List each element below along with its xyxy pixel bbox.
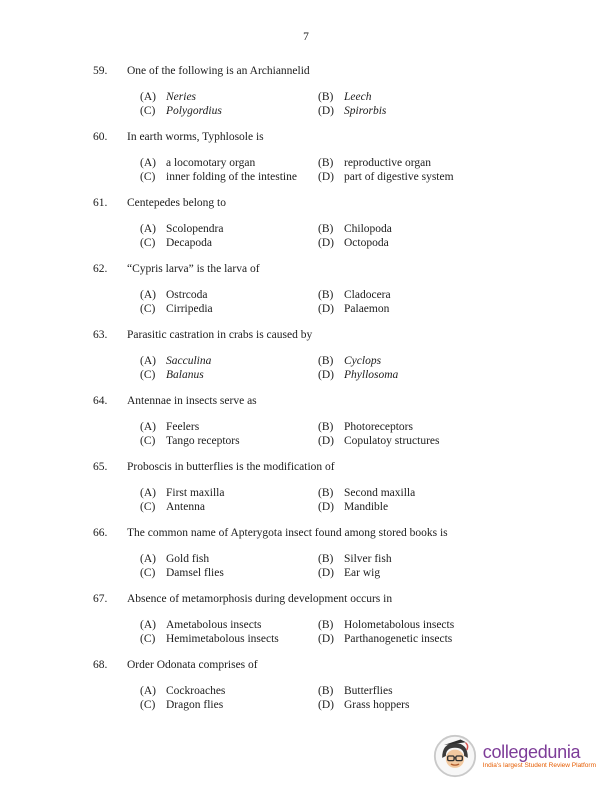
question	[93, 130, 574, 184]
option-label: (D)	[318, 369, 334, 381]
question-options	[140, 156, 574, 184]
option-label: (A)	[140, 619, 156, 631]
collegedunia-brand: collegedunia	[482, 742, 581, 762]
option-label: (B)	[318, 289, 334, 301]
question-list	[93, 64, 574, 724]
option-text: Ear wig	[344, 567, 381, 579]
question	[93, 526, 574, 580]
question-text: Proboscis in butterflies is the modification of	[127, 461, 335, 473]
question-number: 68.	[93, 659, 108, 671]
question-number: 65.	[93, 461, 108, 473]
question-text: Parasitic castration in crabs is caused by	[127, 329, 313, 341]
option-label: (D)	[318, 633, 334, 645]
question-text: “Cypris larva” is the larva of	[127, 263, 260, 275]
question-text: Antennae in insects serve as	[127, 395, 257, 407]
option-label: (C)	[140, 105, 156, 117]
option-text: Cockroaches	[166, 685, 226, 697]
question-head	[93, 328, 574, 342]
option-label: (A)	[140, 289, 156, 301]
question	[93, 64, 574, 118]
question-options	[140, 354, 574, 382]
option-label: (C)	[140, 567, 156, 579]
question-head	[93, 592, 574, 606]
option-label: (C)	[140, 237, 156, 249]
option-label: (B)	[318, 355, 334, 367]
question-number: 64.	[93, 395, 108, 407]
option-text: Cladocera	[344, 289, 391, 301]
option-label: (B)	[318, 553, 334, 565]
question-options	[140, 486, 574, 514]
option-text: Holometabolous insects	[344, 619, 455, 631]
option-label: (C)	[140, 699, 156, 711]
question-options	[140, 90, 574, 118]
option-label: (A)	[140, 223, 156, 235]
question-head	[93, 262, 574, 276]
option-text: Phyllosoma	[344, 369, 399, 381]
option-text: Ametabolous insects	[166, 619, 262, 631]
question-number: 66.	[93, 527, 108, 539]
option-label: (C)	[140, 171, 156, 183]
option-label: (B)	[318, 157, 334, 169]
option-text: inner folding of the intestine	[166, 171, 297, 183]
question-options	[140, 420, 574, 448]
question-text: The common name of Apterygota insect found among stored books is	[127, 527, 448, 539]
option-text: Spirorbis	[344, 105, 387, 117]
question-text: Centepedes belong to	[127, 197, 227, 209]
option-label: (D)	[318, 105, 334, 117]
option-text: Chilopoda	[344, 223, 392, 235]
option-label: (A)	[140, 355, 156, 367]
option-label: (C)	[140, 633, 156, 645]
option-text: Gold fish	[166, 553, 210, 565]
question-number: 59.	[93, 65, 108, 77]
question-number: 61.	[93, 197, 108, 209]
option-label: (D)	[318, 171, 334, 183]
option-text: Antenna	[166, 501, 205, 513]
option-label: (A)	[140, 487, 156, 499]
option-label: (B)	[318, 685, 334, 697]
option-text: reproductive organ	[344, 157, 431, 169]
option-text: Second maxilla	[344, 487, 416, 499]
option-text: Palaemon	[344, 303, 390, 315]
question	[93, 592, 574, 646]
option-label: (B)	[318, 91, 334, 103]
question	[93, 262, 574, 316]
question-number: 67.	[93, 593, 108, 605]
option-label: (D)	[318, 567, 334, 579]
page-number: 7	[303, 31, 309, 43]
collegedunia-tagline: India's largest Student Review Platform	[482, 762, 596, 769]
collegedunia-logo-text	[483, 742, 596, 770]
option-text: Mandible	[344, 501, 389, 513]
option-label: (A)	[140, 553, 156, 565]
question-options	[140, 288, 574, 316]
question	[93, 196, 574, 250]
option-label: (D)	[318, 303, 334, 315]
option-label: (D)	[318, 501, 334, 513]
question-head	[93, 526, 574, 540]
question-number: 62.	[93, 263, 108, 275]
option-text: Neries	[166, 91, 197, 103]
question-options	[140, 684, 574, 712]
option-text: Dragon flies	[166, 699, 224, 711]
question	[93, 328, 574, 382]
option-text: Hemimetabolous insects	[166, 633, 279, 645]
question	[93, 460, 574, 514]
option-label: (D)	[318, 699, 334, 711]
option-text: Damsel flies	[166, 567, 224, 579]
option-text: Cyclops	[344, 355, 382, 367]
question	[93, 658, 574, 712]
question-text: In earth worms, Typhlosole is	[127, 131, 264, 143]
option-text: Ostrcoda	[166, 289, 208, 301]
question-text: One of the following is an Archiannelid	[127, 65, 310, 77]
option-text: Leech	[344, 91, 372, 103]
question-head	[93, 64, 574, 78]
option-label: (C)	[140, 435, 156, 447]
question-head	[93, 460, 574, 474]
option-text: Cirripedia	[166, 303, 213, 315]
question-head	[93, 130, 574, 144]
option-label: (C)	[140, 303, 156, 315]
question-text: Order Odonata comprises of	[127, 659, 258, 671]
option-label: (D)	[318, 435, 334, 447]
option-label: (A)	[140, 685, 156, 697]
option-label: (B)	[318, 421, 334, 433]
option-text: First maxilla	[166, 487, 225, 499]
question-text: Absence of metamorphosis during development occurs in	[127, 593, 393, 605]
option-label: (D)	[318, 237, 334, 249]
option-text: Parthanogenetic insects	[344, 633, 453, 645]
option-text: part of digestive system	[344, 171, 454, 183]
collegedunia-logo	[433, 734, 596, 778]
option-text: Polygordius	[166, 105, 222, 117]
option-text: Butterflies	[344, 685, 393, 697]
option-text: Balanus	[166, 369, 204, 381]
option-text: Tango receptors	[166, 435, 240, 447]
option-label: (A)	[140, 91, 156, 103]
option-text: Feelers	[166, 421, 200, 433]
option-label: (B)	[318, 487, 334, 499]
question-head	[93, 196, 574, 210]
option-text: Decapoda	[166, 237, 212, 249]
question-head	[93, 394, 574, 408]
option-text: Photoreceptors	[344, 421, 413, 433]
question-number: 60.	[93, 131, 108, 143]
option-text: Grass hoppers	[344, 699, 410, 711]
collegedunia-logo-icon	[433, 734, 477, 778]
option-text: Scolopendra	[166, 223, 224, 235]
option-label: (B)	[318, 223, 334, 235]
option-text: Silver fish	[344, 553, 392, 565]
question-options	[140, 222, 574, 250]
question-number: 63.	[93, 329, 108, 341]
question-options	[140, 552, 574, 580]
option-label: (B)	[318, 619, 334, 631]
question-options	[140, 618, 574, 646]
question-head	[93, 658, 574, 672]
option-text: Sacculina	[166, 355, 212, 367]
option-text: Copulatoy structures	[344, 435, 440, 447]
option-label: (A)	[140, 421, 156, 433]
question	[93, 394, 574, 448]
option-label: (C)	[140, 369, 156, 381]
option-label: (A)	[140, 157, 156, 169]
option-text: Octopoda	[344, 237, 389, 249]
option-text: a locomotary organ	[166, 157, 256, 169]
option-label: (C)	[140, 501, 156, 513]
